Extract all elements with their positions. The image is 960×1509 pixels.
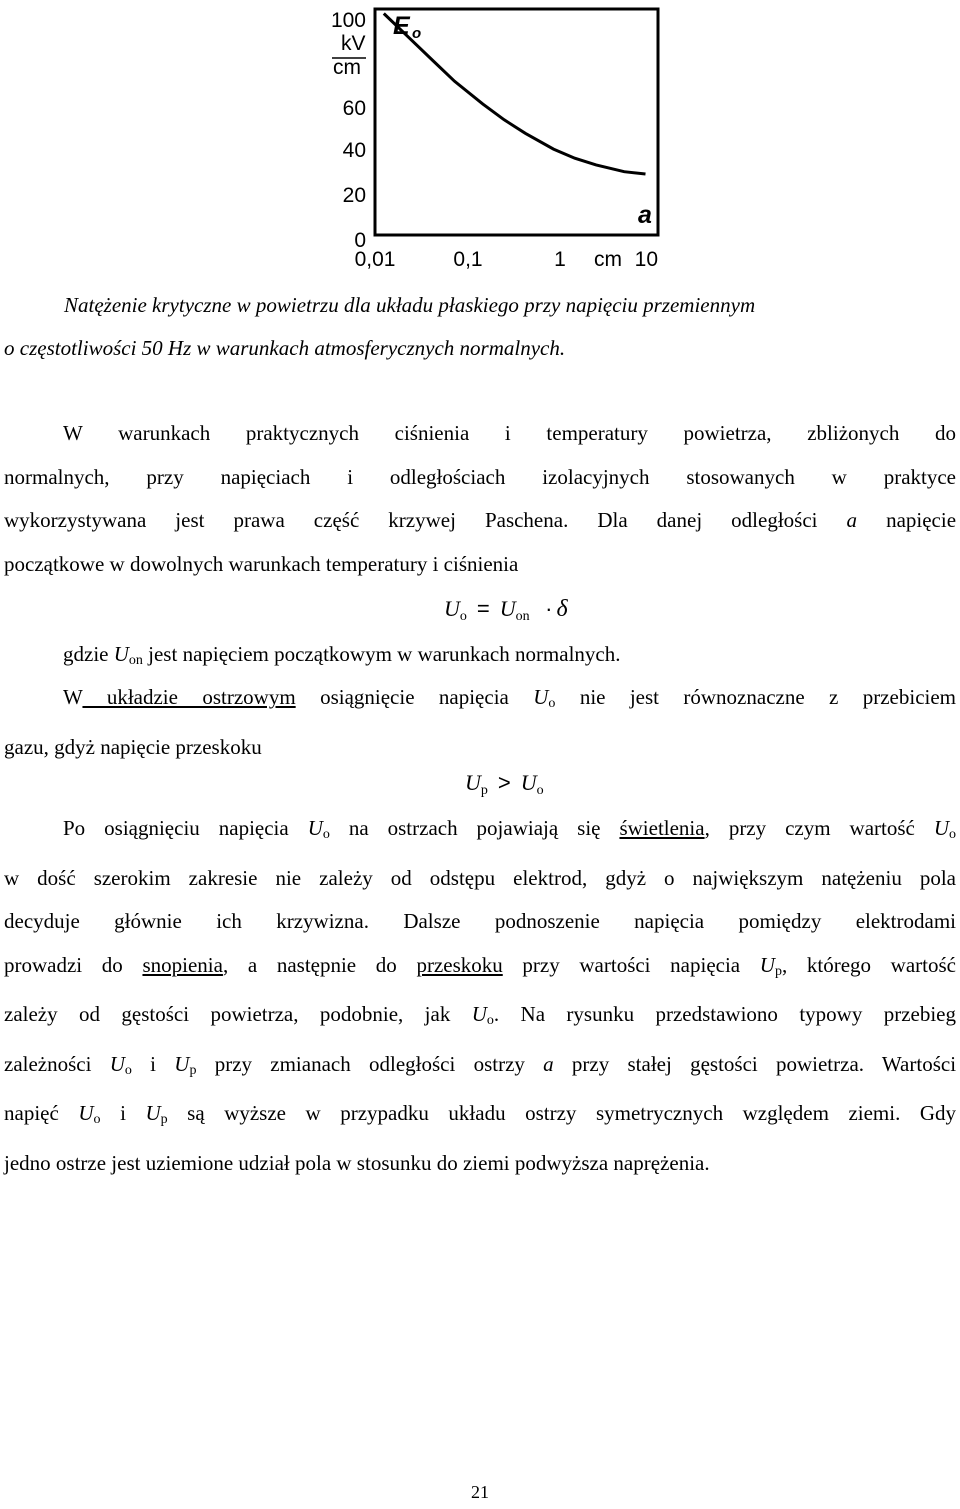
chart-svg [320, 0, 680, 276]
p3-line-8: jedno ostrze jest uziemione udział pola w stosunku do ziemi podwyższa naprężenia. [4, 1150, 710, 1175]
symbol-a: a [846, 508, 858, 532]
link-swietlenia[interactable]: świetlenia [619, 816, 705, 840]
y-tick-label: 20 [342, 184, 366, 207]
p1-line-1: W warunkach praktycznych ciśnienia i temperatury powietrza, zbliżonych do [63, 421, 956, 445]
x-tick-label: 0,01 [354, 248, 396, 271]
p3-line-1: Po osiągnięciu napięcia $U_o$ na ostrzach pojawiają się świetlenia, przy czym wartość $U_o$ [63, 816, 956, 842]
p1-line-3: wykorzystywana jest prawa część krzywej Paschena. Dla danej odległości a napięcie [4, 508, 957, 532]
formula-up-greater: $U_p > U_o$ [465, 770, 544, 798]
figure-caption [0, 284, 960, 370]
p1-line-4: początkowe w dowolnych warunkach temperatury i ciśnienia [4, 551, 519, 576]
link-snopienia[interactable]: snopienia [142, 952, 223, 977]
y-tick-label: 40 [342, 139, 366, 162]
page-number: 21 [471, 1482, 489, 1502]
x-unit-label: cm [594, 248, 622, 271]
x-tick-label: 0,1 [453, 248, 483, 271]
p3-line-6: zależności $U_o$ i $U_p$ przy zmianach odległości ostrzy a przy stałej gęstości powietrza. Wartości [4, 1051, 957, 1078]
critical-field-chart [320, 0, 680, 276]
y-unit-denominator: cm [333, 56, 361, 79]
p3-line-4: prowadzi do snopienia, a następnie do przeskoku przy wartości napięcia $U_p$, którego wartość [4, 952, 956, 979]
link-uklad-ostrzowy[interactable]: układzie ostrzowym [82, 685, 296, 709]
x-tick-label: 10 [634, 248, 658, 271]
paragraph-1 [4, 412, 956, 586]
y-tick-label: 60 [342, 97, 366, 120]
where-line: gdzie $U_{on}$ jest napięciem początkowym w warunkach normalnych. [63, 642, 621, 668]
y-tick-label: 0 [354, 229, 366, 252]
p2-line-1: W układzie ostrzowym osiągnięcie napięcia $U_o$ nie jest równoznaczne z przebiciem [63, 685, 957, 711]
plot-frame [375, 9, 658, 235]
eo-curve [384, 14, 646, 175]
caption-line-2: o częstotliwości 50 Hz w warunkach atmosferycznych normalnych. [4, 336, 566, 360]
caption-line-1: Natężenie krytyczne w powietrzu dla układu płaskiego przy napięciu przemiennym [64, 293, 756, 317]
p1-line-2: normalnych, przy napięciach i odległościach izolacyjnych stosowanych w praktyce [4, 464, 956, 489]
paragraph-2 [4, 676, 956, 769]
curve-symbol: E [393, 12, 410, 40]
curve-symbol-sub: o [412, 25, 422, 42]
p3-line-2: w dość szerokim zakresie nie zależy od odstępu elektrod, gdyż o największym natężeniu pola [4, 865, 956, 890]
p3-line-7: napięć $U_o$ i $U_p$ są wyższe w przypadku układu ostrzy symetrycznych względem ziemi. Gdy [4, 1101, 957, 1127]
p3-line-5: zależy od gęstości powietrza, podobnie, jak $U_o$. Na rysunku przedstawiono typowy przebieg [4, 1002, 956, 1028]
paragraph-3 [4, 807, 956, 1185]
p3-line-3: decyduje głównie ich krzywizna. Dalsze podnoszenie napięcia pomiędzy elektrodami [4, 909, 956, 933]
y-tick-label: 100 [330, 9, 366, 32]
x-tick-label: 1 [554, 248, 566, 271]
formula-uo-equals: $U_o = U_{on} \cdot \delta$ [444, 596, 568, 624]
x-symbol: a [638, 201, 652, 229]
y-unit-numerator: kV [341, 32, 366, 55]
p2-line-2: gazu, gdyż napięcie przeskoku [4, 734, 262, 759]
link-przeskoku[interactable]: przeskoku [416, 952, 503, 977]
delta-symbol: δ [556, 596, 568, 622]
